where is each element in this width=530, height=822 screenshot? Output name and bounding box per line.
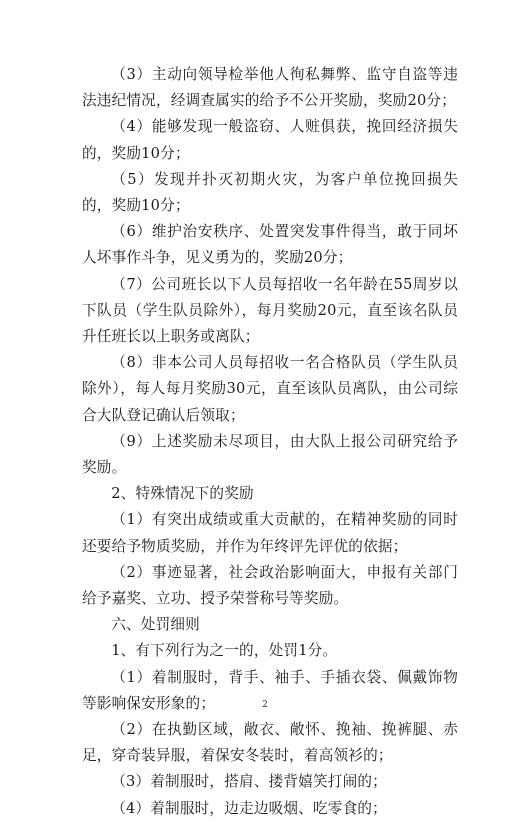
section-heading-special-rewards: 2、特殊情况下的奖励 [111,485,254,503]
special-reward-item-1: （1）有突出成绩或重大贡献的，在精神奖励的同时还要给予物质奖励，并作为年终评先评优的依据； [82,511,458,555]
special-reward-item-2: （2）事迹显著，社会政治影响面大，申报有关部门给予嘉奖、立功、授予荣誉称号等奖励。 [82,563,458,608]
page-number: 2 [262,700,268,710]
section-heading-penalties: 六、处罚细则 [111,616,200,634]
reward-item-7: （7）公司班长以下人员每招收一名年龄在55周岁以下队员（学生队员除外），每月奖励20元，直至该名队员升任班长以上职务或离队； [82,275,458,346]
penalty-item-3: （3）着制服时，搭肩、搂背嬉笑打闹的； [111,773,387,791]
reward-item-3: （3）主动向领导检举他人徇私舞弊、监守自盗等违法违纪情况，经调查属实的给予不公开奖励，奖励20分； [82,66,458,110]
reward-item-6: （6）维护治安秩序、处置突发事件得当，敢于同坏人坏事作斗争，见义勇为的，奖励20分； [82,223,458,267]
reward-item-8: （8）非本公司人员每招收一名合格队员（学生队员除外），每人每月奖励30元，直至该队员离队，由公司综合大队登记确认后领取； [82,354,458,424]
reward-item-5: （5）发现并扑灭初期火灾，为客户单位挽回损失的，奖励10分； [82,170,458,215]
penalty-rule-1: 1、有下列行为之一的，处罚1分。 [111,642,338,660]
penalty-item-2: （2）在执勤区域，敞衣、敞怀、挽袖、挽裤腿、赤足，穿奇装异服，着保安冬装时，着高领衫的； [82,721,458,765]
reward-item-4: （4）能够发现一般盗窃、人赃俱获，挽回经济损失的，奖励10分； [82,118,458,162]
penalty-item-1: （1）着制服时，背手、袖手、手插衣袋、佩戴饰物等影响保安形象的； [82,668,458,712]
reward-item-9: （9）上述奖励未尽项目，由大队上报公司研究给予奖励。 [82,432,458,477]
penalty-item-4: （4）着制服时，边走边吸烟、吃零食的； [111,799,387,817]
